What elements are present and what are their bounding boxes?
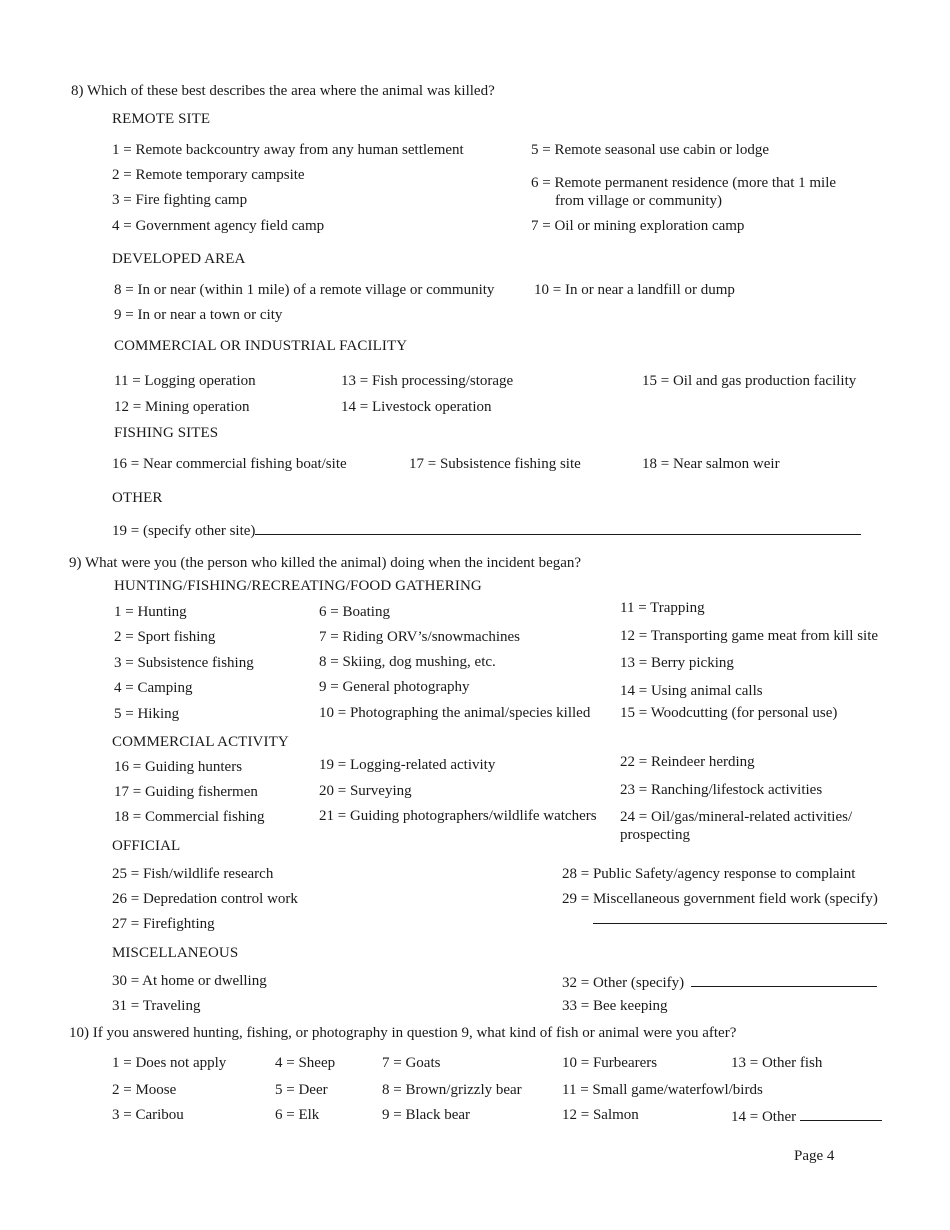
q8-option-8: 8 = In or near (within 1 mile) of a remote village or community bbox=[114, 282, 495, 298]
q9-option-27: 27 = Firefighting bbox=[112, 916, 215, 932]
q9-option-22: 22 = Reindeer herding bbox=[620, 754, 755, 770]
q9-option-23: 23 = Ranching/lifestock activities bbox=[620, 782, 823, 798]
q9-option-28: 28 = Public Safety/agency response to complaint bbox=[562, 866, 856, 882]
q8-other-site-field[interactable] bbox=[255, 520, 861, 535]
q8-option-6-cont: from village or community) bbox=[555, 193, 723, 209]
q8-option-13: 13 = Fish processing/storage bbox=[341, 373, 514, 389]
q9-commercial-heading: COMMERCIAL ACTIVITY bbox=[112, 734, 289, 750]
q9-question: 9) What were you (the person who killed the animal) doing when the incident began? bbox=[69, 555, 582, 571]
q9-official-heading: OFFICIAL bbox=[112, 838, 181, 854]
q10-option-14-label: 14 = Other bbox=[731, 1109, 797, 1125]
q8-fishing-heading: FISHING SITES bbox=[114, 425, 219, 441]
q8-option-10: 10 = In or near a landfill or dump bbox=[534, 282, 735, 298]
q9-option-17: 17 = Guiding fishermen bbox=[114, 784, 258, 800]
q8-option-3: 3 = Fire fighting camp bbox=[112, 192, 248, 208]
q8-option-7: 7 = Oil or mining exploration camp bbox=[531, 218, 745, 234]
q10-option-14 bbox=[731, 1106, 882, 1126]
q8-other-heading: OTHER bbox=[112, 490, 163, 506]
q9-option-6: 6 = Boating bbox=[319, 604, 390, 620]
q10-option-8: 8 = Brown/grizzly bear bbox=[382, 1082, 522, 1098]
q9-option-12: 12 = Transporting game meat from kill site bbox=[620, 628, 879, 644]
q9-option-32-label: 32 = Other (specify) bbox=[562, 975, 685, 991]
q10-option-13: 13 = Other fish bbox=[731, 1055, 823, 1071]
q9-option-5: 5 = Hiking bbox=[114, 706, 180, 722]
q9-option-18: 18 = Commercial fishing bbox=[114, 809, 265, 825]
q10-option-3: 3 = Caribou bbox=[112, 1107, 184, 1123]
q9-option-2: 2 = Sport fishing bbox=[114, 629, 216, 645]
q10-option-10: 10 = Furbearers bbox=[562, 1055, 658, 1071]
q10-option-9: 9 = Black bear bbox=[382, 1107, 471, 1123]
q9-option-29-specify-field[interactable] bbox=[593, 923, 887, 924]
q10-option-12: 12 = Salmon bbox=[562, 1107, 639, 1123]
q9-option-11: 11 = Trapping bbox=[620, 600, 705, 616]
q8-option-14: 14 = Livestock operation bbox=[341, 399, 492, 415]
q10-option-6: 6 = Elk bbox=[275, 1107, 320, 1123]
q9-option-14: 14 = Using animal calls bbox=[620, 683, 763, 699]
q8-commercial-heading: COMMERCIAL OR INDUSTRIAL FACILITY bbox=[114, 338, 408, 354]
q8-option-11: 11 = Logging operation bbox=[114, 373, 256, 389]
q8-option-16: 16 = Near commercial fishing boat/site bbox=[112, 456, 347, 472]
q9-option-33: 33 = Bee keeping bbox=[562, 998, 668, 1014]
q8-option-2: 2 = Remote temporary campsite bbox=[112, 167, 305, 183]
q9-option-19: 19 = Logging-related activity bbox=[319, 757, 496, 773]
q9-option-4: 4 = Camping bbox=[114, 680, 193, 696]
q9-misc-heading: MISCELLANEOUS bbox=[112, 945, 239, 961]
q9-hunting-heading: HUNTING/FISHING/RECREATING/FOOD GATHERING bbox=[114, 578, 482, 594]
q10-option-4: 4 = Sheep bbox=[275, 1055, 336, 1071]
q10-option-1: 1 = Does not apply bbox=[112, 1055, 227, 1071]
q10-other-specify-field[interactable] bbox=[800, 1106, 882, 1121]
q8-option-19 bbox=[112, 520, 861, 540]
q9-option-32 bbox=[562, 972, 877, 992]
q9-option-9: 9 = General photography bbox=[319, 679, 470, 695]
q8-option-15: 15 = Oil and gas production facility bbox=[642, 373, 857, 389]
q8-question: 8) Which of these best describes the area where the animal was killed? bbox=[71, 83, 495, 99]
q8-option-4: 4 = Government agency field camp bbox=[112, 218, 325, 234]
q8-option-18: 18 = Near salmon weir bbox=[642, 456, 780, 472]
q9-option-21: 21 = Guiding photographers/wildlife watchers bbox=[319, 808, 597, 824]
q9-option-29: 29 = Miscellaneous government field work (specify) bbox=[562, 891, 878, 907]
q9-option-30: 30 = At home or dwelling bbox=[112, 973, 267, 989]
q10-option-11: 11 = Small game/waterfowl/birds bbox=[562, 1082, 763, 1098]
q9-option-15: 15 = Woodcutting (for personal use) bbox=[620, 705, 838, 721]
page-number: Page 4 bbox=[794, 1148, 835, 1164]
q8-option-6: 6 = Remote permanent residence (more that 1 mile bbox=[531, 175, 837, 191]
q8-option-9: 9 = In or near a town or city bbox=[114, 307, 283, 323]
q9-option-24: 24 = Oil/gas/mineral-related activities/ bbox=[620, 809, 853, 825]
q9-option-31: 31 = Traveling bbox=[112, 998, 201, 1014]
q9-other-specify-field[interactable] bbox=[691, 972, 877, 987]
q8-option-12: 12 = Mining operation bbox=[114, 399, 250, 415]
q9-option-26: 26 = Depredation control work bbox=[112, 891, 298, 907]
q8-option-1: 1 = Remote backcountry away from any human settlement bbox=[112, 142, 464, 158]
q8-developed-heading: DEVELOPED AREA bbox=[112, 251, 246, 267]
q9-option-1: 1 = Hunting bbox=[114, 604, 187, 620]
q9-option-25: 25 = Fish/wildlife research bbox=[112, 866, 274, 882]
q9-option-3: 3 = Subsistence fishing bbox=[114, 655, 254, 671]
q9-option-13: 13 = Berry picking bbox=[620, 655, 734, 671]
q10-question: 10) If you answered hunting, fishing, or photography in question 9, what kind of fish or animal were you after? bbox=[69, 1025, 737, 1041]
q10-option-7: 7 = Goats bbox=[382, 1055, 441, 1071]
q8-option-5: 5 = Remote seasonal use cabin or lodge bbox=[531, 142, 769, 158]
q10-option-5: 5 = Deer bbox=[275, 1082, 328, 1098]
q9-option-8: 8 = Skiing, dog mushing, etc. bbox=[319, 654, 496, 670]
q10-option-2: 2 = Moose bbox=[112, 1082, 177, 1098]
q9-option-24-cont: prospecting bbox=[620, 827, 690, 843]
q8-option-17: 17 = Subsistence fishing site bbox=[409, 456, 581, 472]
q9-option-20: 20 = Surveying bbox=[319, 783, 412, 799]
q9-option-16: 16 = Guiding hunters bbox=[114, 759, 243, 775]
q8-remote-heading: REMOTE SITE bbox=[112, 111, 211, 127]
q8-option-19-label: 19 = (specify other site) bbox=[112, 523, 256, 539]
q9-option-7: 7 = Riding ORV’s/snowmachines bbox=[319, 629, 521, 645]
q9-option-10: 10 = Photographing the animal/species killed bbox=[319, 705, 591, 721]
